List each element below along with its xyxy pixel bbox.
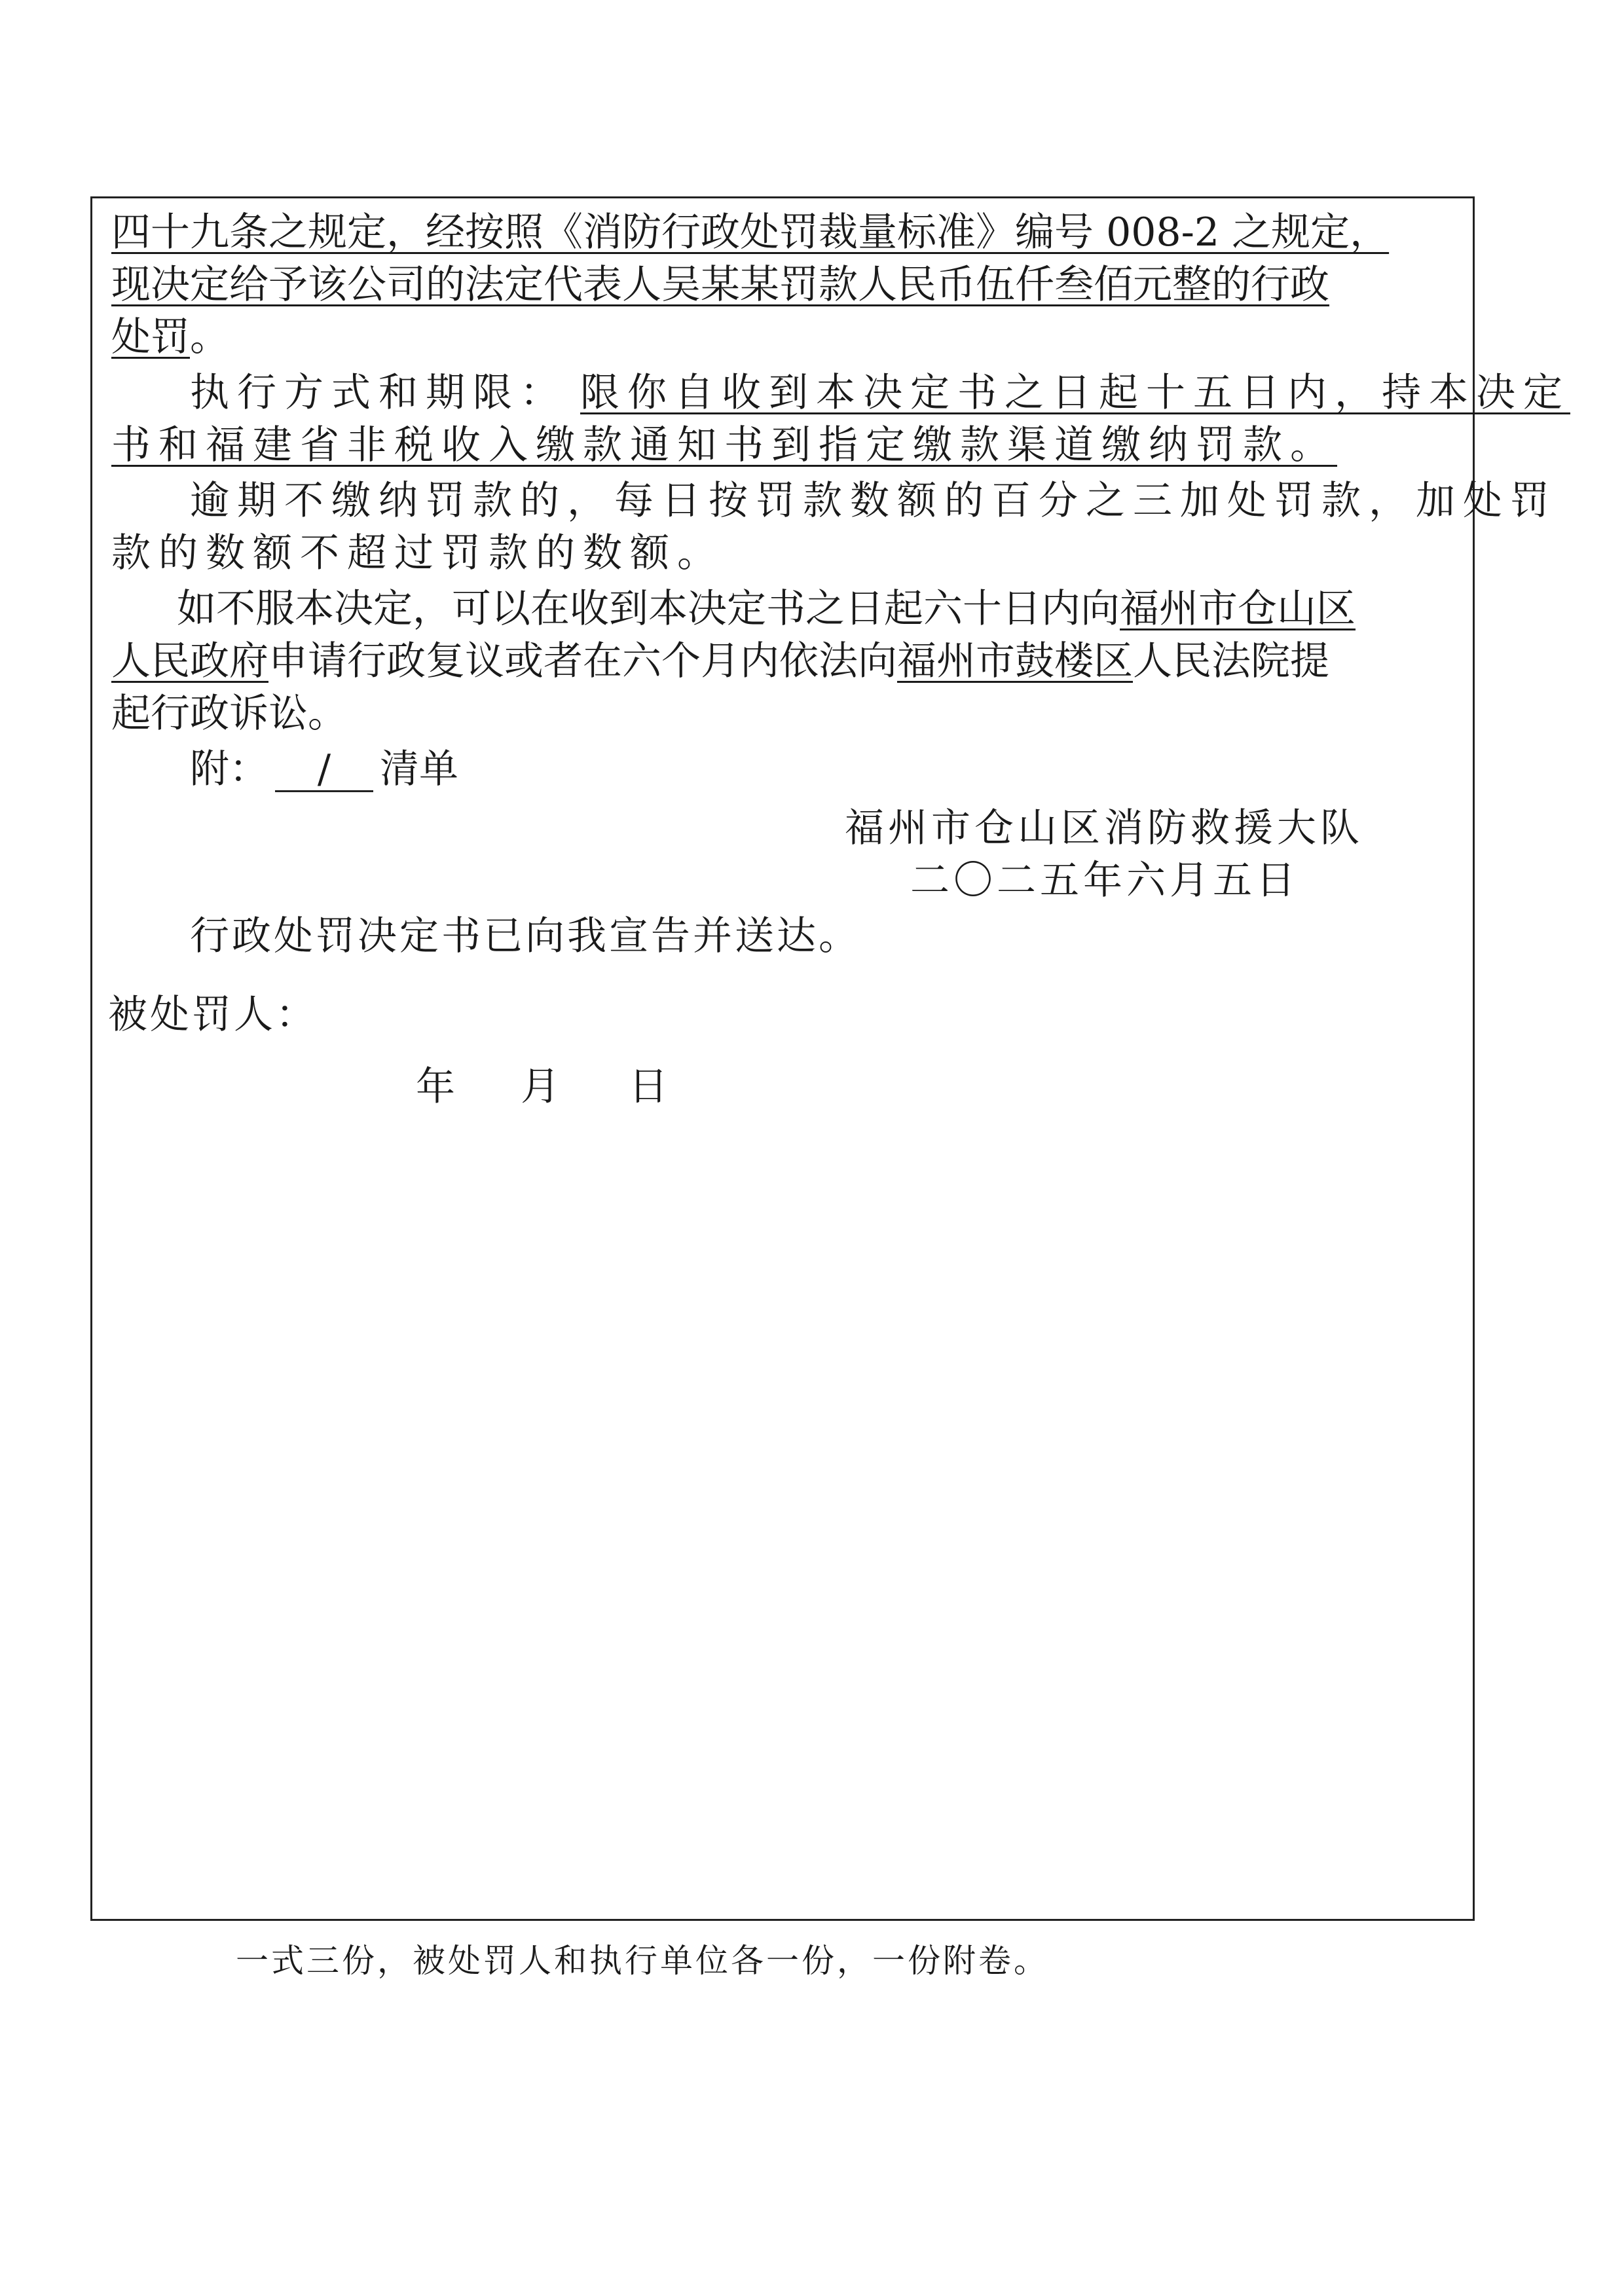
- decision-text-line-2: 现决定给予该公司的法定代表人吴某某罚款人民币伍仟叁佰元整的行政: [111, 262, 1329, 308]
- appeal-line-3: 起行政诉讼。: [111, 691, 347, 737]
- appeal-line-2: [111, 635, 1329, 687]
- execution-value-1: 限你自收到本决定书之日起十五日内，持本决定: [580, 370, 1570, 416]
- issuer-name: 福州市仓山区消防救援大队: [845, 805, 1363, 851]
- late-payment-line-1: 逾期不缴纳罚款的，每日按罚款数额的百分之三加处罚款，加处罚: [190, 478, 1557, 524]
- acknowledgement-text: 行政处罚决定书已向我宣告并送达。: [190, 913, 860, 959]
- review-body-b: 人民政府: [111, 638, 268, 684]
- review-body-a: 福州市仓山区: [1120, 586, 1356, 632]
- execution-value-2: 书和福建省非税收入缴款通知书到指定缴款渠道缴纳罚款。: [111, 422, 1337, 468]
- recipient-label: 被处罚人：: [108, 992, 318, 1038]
- footer-note: 一式三份，被处罚人和执行单位各一份，一份附卷。: [236, 1942, 1049, 1980]
- sign-date-year: 年: [416, 1064, 455, 1110]
- sign-date-day: 日: [629, 1064, 668, 1110]
- execution-label: 执行方式和期限：: [190, 370, 567, 416]
- attachment-label: 附：: [190, 746, 268, 792]
- appeal-line-1: [177, 583, 1356, 635]
- appeal-line-1-text: 如不服本决定，可以在收到本决定书之日起六十日内向: [177, 586, 1120, 632]
- appeal-line-2-post: 人民法院提: [1133, 638, 1329, 684]
- decision-text-line-3-end: 。: [190, 314, 229, 360]
- decision-text-line-3: [111, 311, 229, 363]
- appeal-line-2-mid: 申请行政复议或者在六个月内依法向: [268, 638, 897, 684]
- decision-text-line-1: 四十九条之规定，经按照《消防行政处罚裁量标准》编号 008-2 之规定，: [111, 210, 1390, 255]
- decision-text-line-3-underlined: 处罚: [111, 314, 190, 360]
- attachment-suffix: 清单: [380, 746, 458, 792]
- issuer-date: 二〇二五年六月五日: [910, 858, 1299, 903]
- attachment-value: /: [275, 748, 373, 792]
- attachment-line: [190, 743, 458, 795]
- sign-date-month: 月: [521, 1064, 560, 1110]
- late-payment-line-2: 款的数额不超过罚款的数额。: [111, 530, 724, 576]
- execution-line-1: [190, 367, 1570, 419]
- court-name: 福州市鼓楼区: [897, 638, 1133, 684]
